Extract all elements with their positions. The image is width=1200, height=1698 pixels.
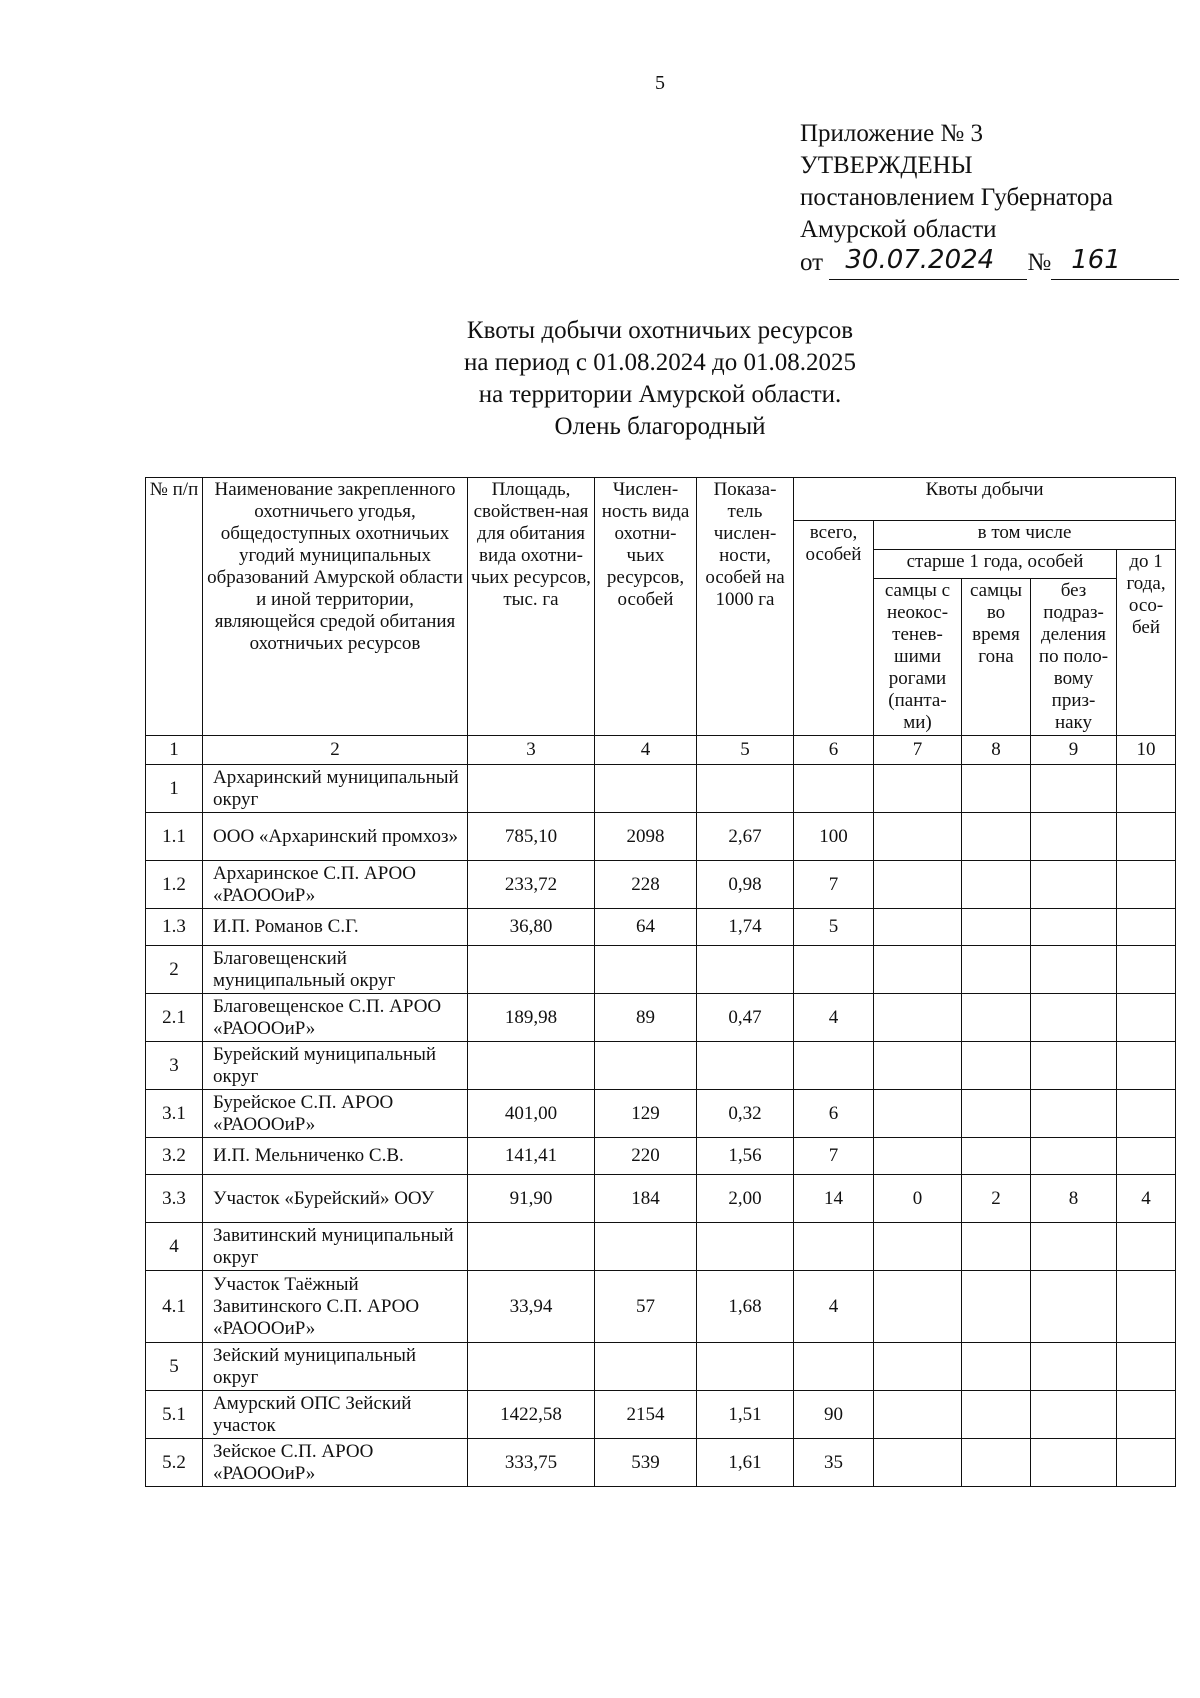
hunting-ground-name: И.П. Романов С.Г.: [203, 909, 468, 946]
quota-no-sex: [1031, 765, 1117, 813]
handwritten-date: 30.07.2024: [845, 245, 995, 275]
quota-under-1-year: [1117, 1223, 1176, 1271]
quota-total: 7: [794, 1138, 874, 1175]
row-number: 1.1: [146, 813, 203, 861]
quota-males-antlers: [874, 1343, 962, 1391]
header-area: Площадь, свойствен-ная для обитания вида охотни-чьих ресурсов, тыс. га: [468, 478, 595, 736]
row-number: 3: [146, 1042, 203, 1090]
approval-block: [800, 118, 1179, 280]
row-number: 2.1: [146, 994, 203, 1042]
column-number: 4: [595, 736, 697, 765]
quota-males-antlers: [874, 1391, 962, 1439]
row-number: 5.1: [146, 1391, 203, 1439]
header-including: в том числе: [874, 521, 1176, 550]
hunting-ground-name: Участок Таёжный Завитинского С.П. АРОО «РАОООиР»: [203, 1271, 468, 1343]
hunting-ground-name: Архаринский муниципальный округ: [203, 765, 468, 813]
quota-males-rut: 2: [962, 1175, 1031, 1223]
area-value: [468, 1223, 595, 1271]
quota-males-antlers: 0: [874, 1175, 962, 1223]
population-value: [595, 765, 697, 813]
quota-total: 4: [794, 1271, 874, 1343]
quota-under-1-year: [1117, 994, 1176, 1042]
row-number: 4: [146, 1223, 203, 1271]
appendix-label: Приложение № 3: [800, 120, 984, 147]
quota-no-sex: [1031, 994, 1117, 1042]
quota-males-rut: [962, 994, 1031, 1042]
quota-no-sex: [1031, 1391, 1117, 1439]
quota-no-sex: [1031, 1138, 1117, 1175]
hunting-ground-name: Завитинский муниципальный округ: [203, 1223, 468, 1271]
population-value: [595, 1343, 697, 1391]
hunting-ground-name: Бурейское С.П. АРОО «РАОООиР»: [203, 1090, 468, 1138]
quota-males-rut: [962, 1138, 1031, 1175]
population-value: [595, 1042, 697, 1090]
row-number: 1: [146, 765, 203, 813]
quota-under-1-year: [1117, 813, 1176, 861]
title-line-1: Квоты добычи охотничьих ресурсов: [466, 317, 854, 344]
density-value: 2,67: [697, 813, 794, 861]
quota-males-antlers: [874, 994, 962, 1042]
density-value: 0,98: [697, 861, 794, 909]
column-number: 7: [874, 736, 962, 765]
quota-under-1-year: [1117, 1090, 1176, 1138]
table-row: [146, 1175, 1176, 1223]
density-value: [697, 946, 794, 994]
header-name: Наименование закрепленного охотничьего угодья, общедоступных охотничьих угодий муниципальных образований Амурской области и иной территории, являющейся средой обитания охотничьих ресурсов: [203, 478, 468, 736]
hunting-ground-name: Зейский муниципальный округ: [203, 1343, 468, 1391]
density-value: 2,00: [697, 1175, 794, 1223]
quota-males-antlers: [874, 1223, 962, 1271]
quota-no-sex: [1031, 1223, 1117, 1271]
hunting-ground-name: Архаринское С.П. АРОО «РАОООиР»: [203, 861, 468, 909]
quota-males-rut: [962, 1271, 1031, 1343]
population-value: 228: [595, 861, 697, 909]
header-density: Показа-тель числен-ности, особей на 1000 га: [697, 478, 794, 736]
quota-no-sex: [1031, 1343, 1117, 1391]
population-value: 2098: [595, 813, 697, 861]
quota-under-1-year: [1117, 861, 1176, 909]
area-value: 333,75: [468, 1439, 595, 1487]
number-field: [1051, 246, 1179, 280]
population-value: 57: [595, 1271, 697, 1343]
quota-total: 5: [794, 909, 874, 946]
handwritten-number: 161: [1071, 245, 1121, 275]
row-number: 1.2: [146, 861, 203, 909]
quota-males-antlers: [874, 1271, 962, 1343]
row-number: 3.1: [146, 1090, 203, 1138]
quota-males-antlers: [874, 909, 962, 946]
header-population: Числен-ность вида охотни-чьих ресурсов, особей: [595, 478, 697, 736]
quota-no-sex: [1031, 813, 1117, 861]
quota-no-sex: [1031, 909, 1117, 946]
quota-no-sex: [1031, 946, 1117, 994]
quota-total: 4: [794, 994, 874, 1042]
population-value: 539: [595, 1439, 697, 1487]
table-row: [146, 765, 1176, 813]
quota-under-1-year: [1117, 1138, 1176, 1175]
table-body: [146, 736, 1176, 1487]
hunting-ground-name: ООО «Архаринский промхоз»: [203, 813, 468, 861]
quota-total: 90: [794, 1391, 874, 1439]
table-row: [146, 909, 1176, 946]
density-value: 1,56: [697, 1138, 794, 1175]
quota-under-1-year: [1117, 1042, 1176, 1090]
quota-total: 100: [794, 813, 874, 861]
table-row: [146, 1391, 1176, 1439]
quota-no-sex: [1031, 1271, 1117, 1343]
column-number: 3: [468, 736, 595, 765]
population-value: 220: [595, 1138, 697, 1175]
table-row: [146, 946, 1176, 994]
quota-under-1-year: [1117, 1439, 1176, 1487]
quota-males-rut: [962, 946, 1031, 994]
column-number: 10: [1117, 736, 1176, 765]
row-number: 1.3: [146, 909, 203, 946]
density-value: 1,51: [697, 1391, 794, 1439]
quota-no-sex: [1031, 1090, 1117, 1138]
density-value: 1,61: [697, 1439, 794, 1487]
quota-males-rut: [962, 861, 1031, 909]
date-prefix: от: [800, 249, 824, 276]
area-value: 91,90: [468, 1175, 595, 1223]
quota-males-antlers: [874, 813, 962, 861]
area-value: 36,80: [468, 909, 595, 946]
hunting-ground-name: Благовещенское С.П. АРОО «РАОООиР»: [203, 994, 468, 1042]
quota-under-1-year: 4: [1117, 1175, 1176, 1223]
header-no-sex: без подраз-деления по поло-вому приз-наку: [1031, 579, 1117, 736]
density-value: [697, 1223, 794, 1271]
area-value: [468, 946, 595, 994]
document-title: [0, 315, 1200, 443]
column-number: 5: [697, 736, 794, 765]
density-value: 1,68: [697, 1271, 794, 1343]
area-value: 1422,58: [468, 1391, 595, 1439]
quota-under-1-year: [1117, 1271, 1176, 1343]
quota-males-rut: [962, 1223, 1031, 1271]
quota-males-rut: [962, 1042, 1031, 1090]
quota-total: 14: [794, 1175, 874, 1223]
quota-total: [794, 1042, 874, 1090]
header-total: всего, особей: [794, 521, 874, 736]
row-number: 3.3: [146, 1175, 203, 1223]
quota-males-antlers: [874, 1439, 962, 1487]
quota-males-antlers: [874, 1138, 962, 1175]
approved-label: УТВЕРЖДЕНЫ: [800, 152, 973, 179]
area-value: 401,00: [468, 1090, 595, 1138]
population-value: 184: [595, 1175, 697, 1223]
row-number: 2: [146, 946, 203, 994]
number-label: №: [1027, 249, 1052, 276]
row-number: 5: [146, 1343, 203, 1391]
area-value: [468, 1042, 595, 1090]
quota-males-rut: [962, 909, 1031, 946]
decree-label: постановлением Губернатора: [800, 184, 1113, 211]
density-value: 0,32: [697, 1090, 794, 1138]
area-value: 189,98: [468, 994, 595, 1042]
column-number: 2: [203, 736, 468, 765]
quota-males-rut: [962, 1343, 1031, 1391]
density-value: [697, 1042, 794, 1090]
title-line-3: на территории Амурской области.: [478, 381, 842, 408]
population-value: 89: [595, 994, 697, 1042]
quota-males-antlers: [874, 861, 962, 909]
table-row: [146, 861, 1176, 909]
column-number: 8: [962, 736, 1031, 765]
area-value: [468, 765, 595, 813]
population-value: 129: [595, 1090, 697, 1138]
table-row: [146, 1090, 1176, 1138]
hunting-ground-name: Участок «Бурейский» ООУ: [203, 1175, 468, 1223]
column-number-row: [146, 736, 1176, 765]
area-value: 141,41: [468, 1138, 595, 1175]
hunting-ground-name: Благовещенский муниципальный округ: [203, 946, 468, 994]
quota-total: [794, 765, 874, 813]
density-value: [697, 765, 794, 813]
quota-under-1-year: [1117, 765, 1176, 813]
hunting-ground-name: Бурейский муниципальный округ: [203, 1042, 468, 1090]
quota-under-1-year: [1117, 1343, 1176, 1391]
quota-males-rut: [962, 1391, 1031, 1439]
area-value: 33,94: [468, 1271, 595, 1343]
density-value: 0,47: [697, 994, 794, 1042]
row-number: 3.2: [146, 1138, 203, 1175]
header-males-antlers: самцы с неокос-тенев-шими рогами (панта-ми): [874, 579, 962, 736]
population-value: 64: [595, 909, 697, 946]
quota-total: 6: [794, 1090, 874, 1138]
quota-males-antlers: [874, 1042, 962, 1090]
area-value: [468, 1343, 595, 1391]
page-number: 5: [655, 72, 665, 94]
quota-total: [794, 946, 874, 994]
quota-males-rut: [962, 1090, 1031, 1138]
title-line-4: Олень благородный: [554, 413, 766, 440]
quota-table: [145, 477, 1176, 1487]
hunting-ground-name: И.П. Мельниченко С.В.: [203, 1138, 468, 1175]
column-number: 1: [146, 736, 203, 765]
quota-males-rut: [962, 813, 1031, 861]
quota-no-sex: 8: [1031, 1175, 1117, 1223]
quota-under-1-year: [1117, 946, 1176, 994]
area-value: 785,10: [468, 813, 595, 861]
density-value: 1,74: [697, 909, 794, 946]
row-number: 5.2: [146, 1439, 203, 1487]
quota-total: 7: [794, 861, 874, 909]
quota-under-1-year: [1117, 909, 1176, 946]
region-label: Амурской области: [800, 216, 997, 243]
quota-total: [794, 1343, 874, 1391]
header-males-rut: самцы во время гона: [962, 579, 1031, 736]
date-field: [829, 246, 1027, 280]
title-line-2: на период с 01.08.2024 до 01.08.2025: [464, 349, 856, 376]
area-value: 233,72: [468, 861, 595, 909]
density-value: [697, 1343, 794, 1391]
quota-total: 35: [794, 1439, 874, 1487]
quota-males-rut: [962, 1439, 1031, 1487]
population-value: 2154: [595, 1391, 697, 1439]
table-row: [146, 1343, 1176, 1391]
quota-males-antlers: [874, 1090, 962, 1138]
table-row: [146, 1042, 1176, 1090]
decree-date-line: [800, 246, 1179, 280]
quota-under-1-year: [1117, 1391, 1176, 1439]
population-value: [595, 946, 697, 994]
table-row: [146, 1138, 1176, 1175]
hunting-ground-name: Зейское С.П. АРОО «РАОООиР»: [203, 1439, 468, 1487]
header-quotas: Квоты добычи: [794, 478, 1176, 521]
header-num: № п/п: [146, 478, 203, 736]
quota-no-sex: [1031, 1042, 1117, 1090]
quota-total: [794, 1223, 874, 1271]
table-row: [146, 1439, 1176, 1487]
quota-no-sex: [1031, 1439, 1117, 1487]
table-row: [146, 1223, 1176, 1271]
quota-males-rut: [962, 765, 1031, 813]
table-row: [146, 994, 1176, 1042]
column-number: 9: [1031, 736, 1117, 765]
table-row: [146, 1271, 1176, 1343]
quota-males-antlers: [874, 765, 962, 813]
hunting-ground-name: Амурский ОПС Зейский участок: [203, 1391, 468, 1439]
population-value: [595, 1223, 697, 1271]
header-older: старше 1 года, особей: [874, 550, 1117, 579]
quota-males-antlers: [874, 946, 962, 994]
header-under-1-year: до 1 года, осо-бей: [1117, 550, 1176, 736]
column-number: 6: [794, 736, 874, 765]
table-row: [146, 813, 1176, 861]
row-number: 4.1: [146, 1271, 203, 1343]
quota-no-sex: [1031, 861, 1117, 909]
